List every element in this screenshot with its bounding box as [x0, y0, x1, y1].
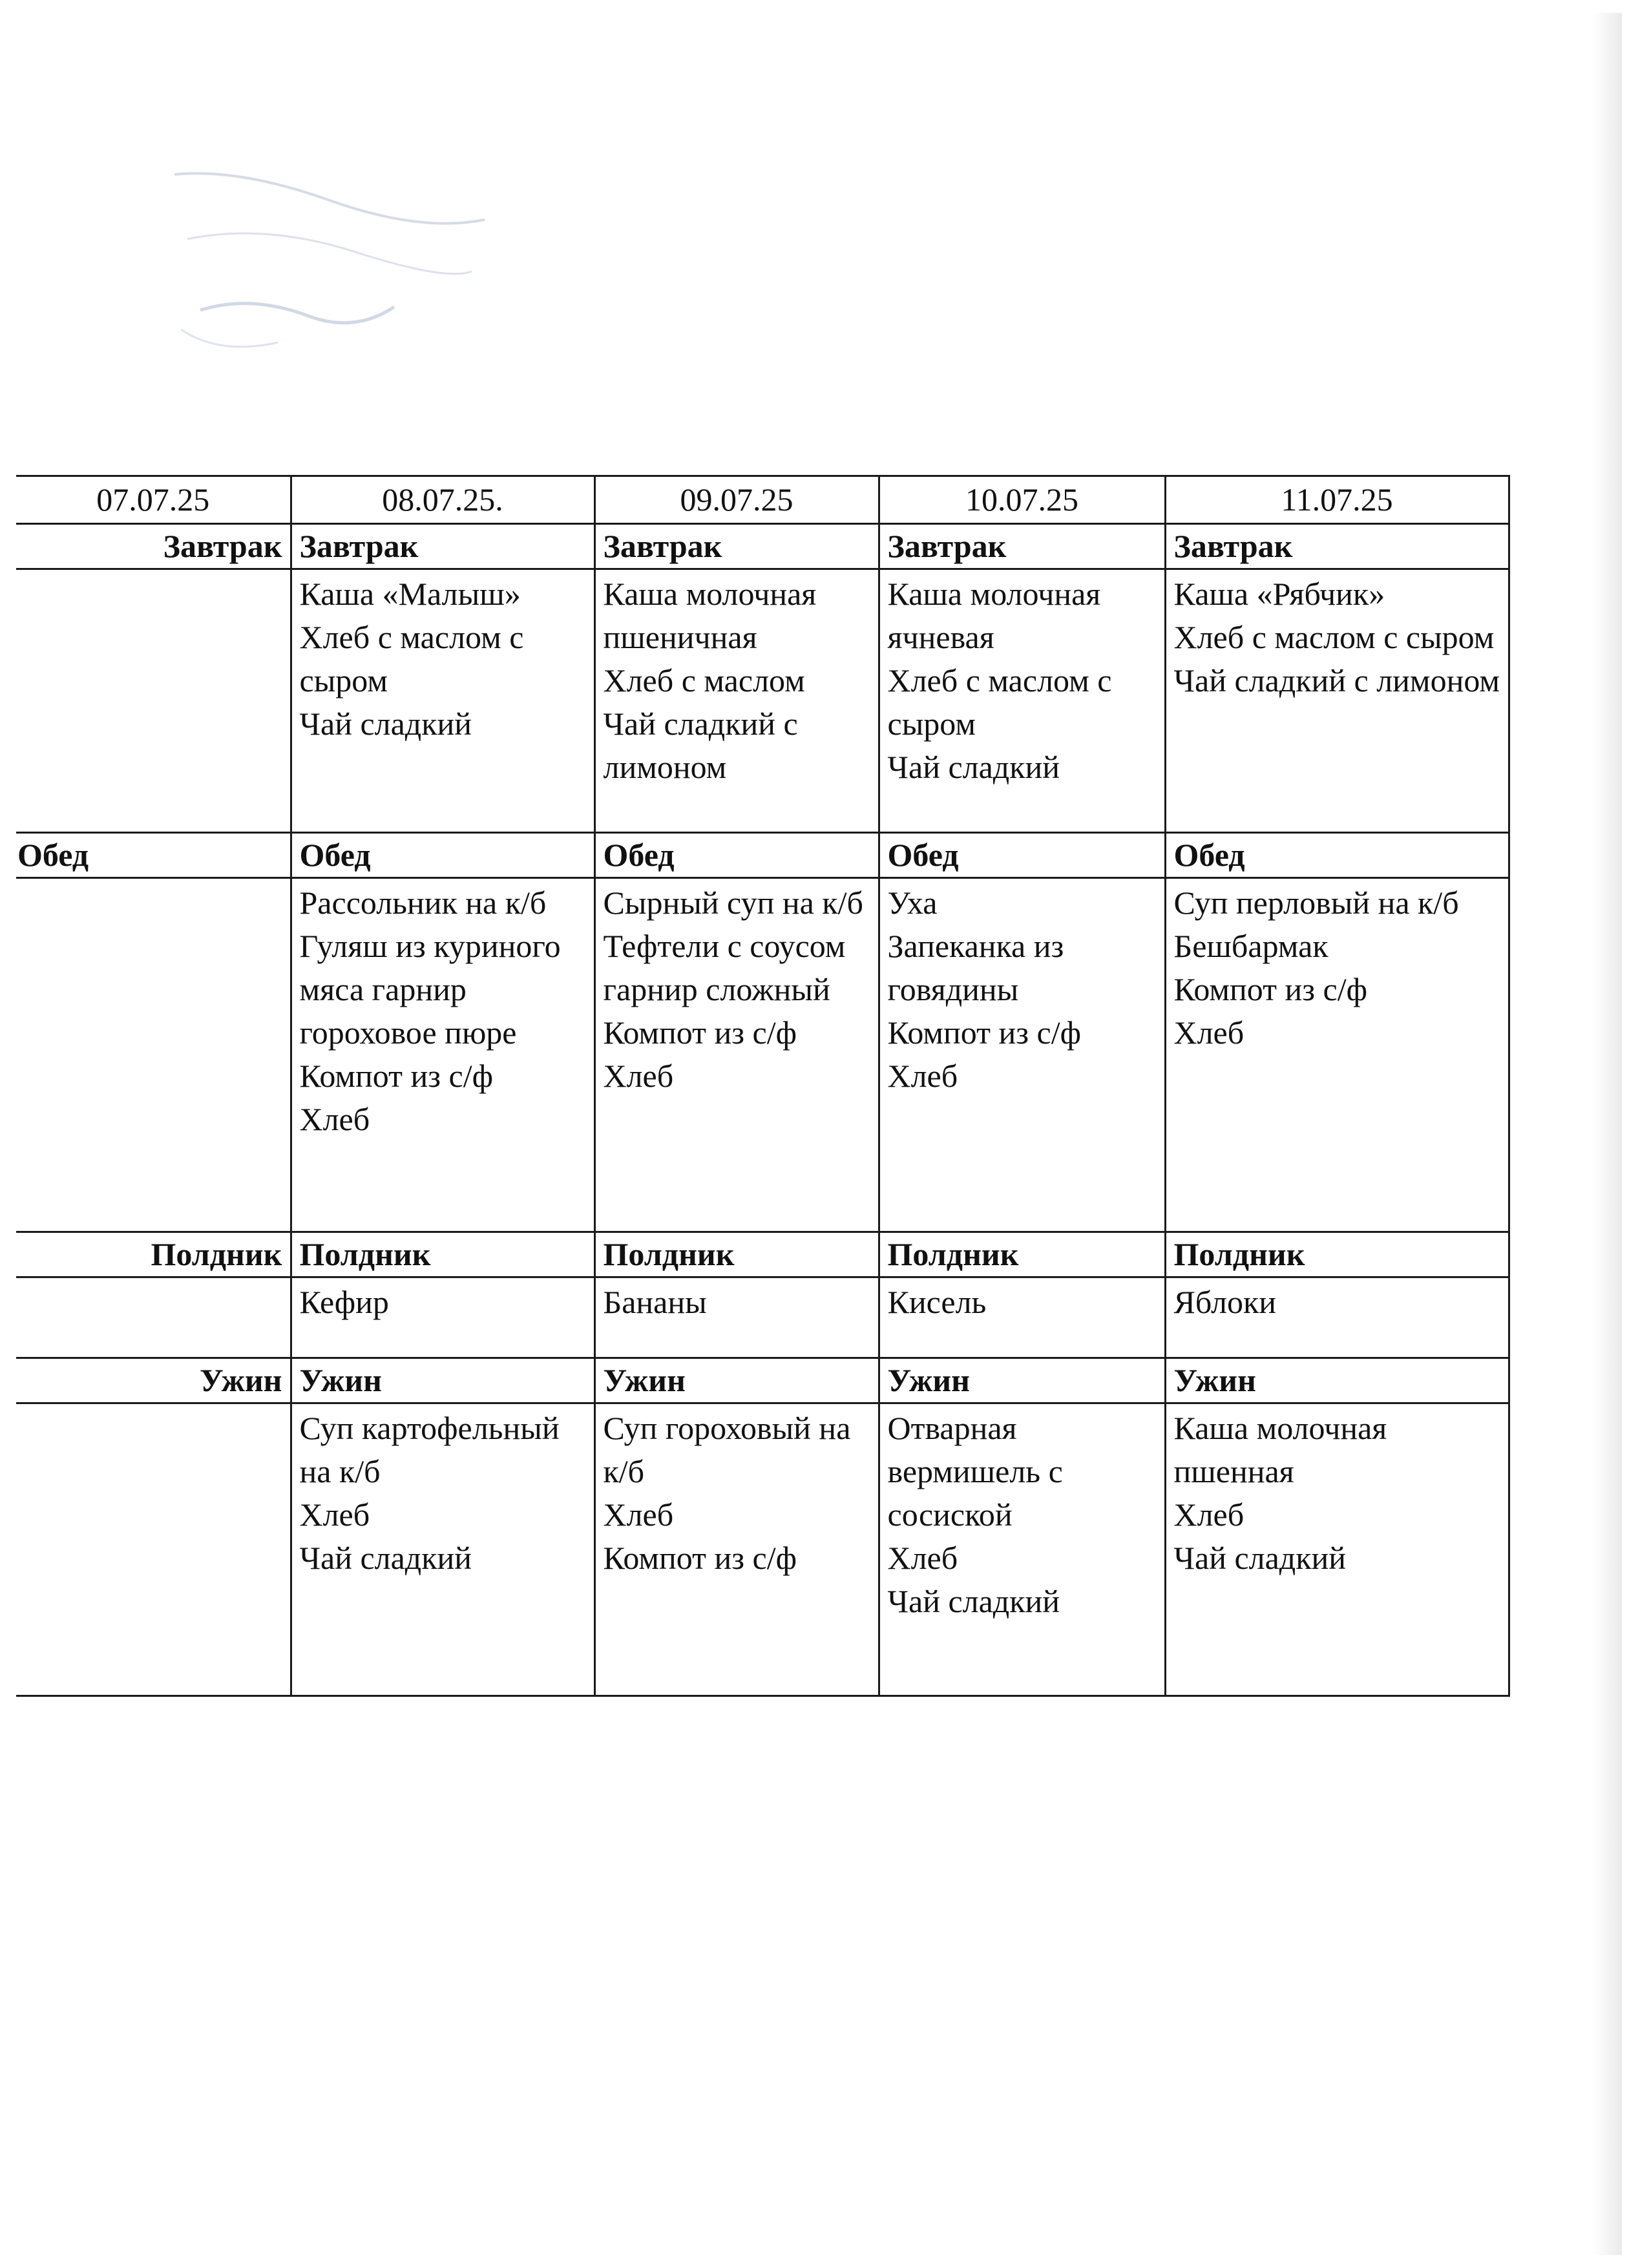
date-header-cell: 09.07.25 — [594, 476, 879, 524]
dish-item: Хлеб — [887, 1540, 958, 1576]
menu-cell — [1165, 569, 1509, 833]
meal-label: Полдник — [1165, 1232, 1509, 1277]
breakfast-header-row — [16, 524, 1509, 569]
dish-item: Каша «Рябчик» — [1173, 576, 1385, 612]
dates-row — [16, 476, 1509, 524]
dish-item: Компот из с/ф — [1173, 971, 1367, 1007]
date-header-cell: 11.07.25 — [1165, 476, 1509, 524]
dish-item: Яблоки — [1173, 1284, 1277, 1320]
menu-cell — [16, 1277, 291, 1358]
dish-item: Бешбармак — [1173, 928, 1329, 964]
menu-cell — [291, 1277, 594, 1358]
meal-label: Завтрак — [16, 524, 291, 569]
menu-cell — [879, 1277, 1165, 1358]
breakfast-menu-row — [16, 569, 1509, 833]
dish-item: Хлеб — [299, 1101, 370, 1137]
dish-item: Каша молочная ячневая — [887, 576, 1101, 655]
dish-item: Хлеб — [603, 1058, 674, 1094]
meal-label: Ужин — [594, 1358, 879, 1403]
meal-label: Обед — [879, 833, 1165, 878]
scan-edge-shadow — [1593, 13, 1622, 2255]
meal-label: Полдник — [594, 1232, 879, 1277]
dish-item: Запеканка из говядины — [887, 928, 1064, 1007]
dish-item: Чай сладкий — [299, 706, 472, 742]
dish-item: Тефтели с соусом гарнир сложный — [603, 928, 846, 1007]
dish-item: Каша «Малыш» — [299, 576, 521, 612]
dish-item: Чай сладкий — [887, 1583, 1060, 1619]
meal-label: Полдник — [291, 1232, 594, 1277]
menu-cell — [16, 1403, 291, 1696]
dish-item: Хлеб — [1173, 1014, 1245, 1051]
faded-stamp-mark — [162, 162, 498, 375]
dish-item: Компот из с/ф — [887, 1014, 1081, 1051]
menu-cell — [594, 1403, 879, 1696]
meal-label: Обед — [1165, 833, 1509, 878]
menu-cell — [1165, 878, 1509, 1232]
meal-label: Обед — [16, 833, 291, 878]
dish-item: Рассольник на к/б — [299, 885, 547, 921]
dish-item: Кефир — [299, 1284, 389, 1320]
menu-cell — [879, 878, 1165, 1232]
dish-item: Уха — [887, 885, 938, 921]
meal-label: Полдник — [879, 1232, 1165, 1277]
menu-cell — [594, 878, 879, 1232]
dish-item: Суп картофельный на к/б — [299, 1410, 560, 1489]
dish-item: Чай сладкий с лимоном — [603, 706, 798, 785]
dish-item: Хлеб с маслом с сыром — [1173, 619, 1495, 655]
dish-item: Чай сладкий — [1173, 1540, 1347, 1576]
menu-cell — [16, 878, 291, 1232]
dish-item: Хлеб — [603, 1496, 674, 1533]
menu-cell — [594, 1277, 879, 1358]
dish-item: Хлеб с маслом с сыром — [299, 619, 524, 698]
dish-item: Суп гороховый на к/б — [603, 1410, 851, 1489]
date-header-cell: 08.07.25. — [291, 476, 594, 524]
dish-item: Суп перловый на к/б — [1173, 885, 1459, 921]
dish-item: Чай сладкий — [887, 749, 1060, 785]
menu-cell — [1165, 1403, 1509, 1696]
menu-cell — [291, 569, 594, 833]
dish-item: Чай сладкий — [299, 1540, 472, 1576]
dish-item: Хлеб — [887, 1058, 958, 1094]
dish-item: Кисель — [887, 1284, 987, 1320]
dish-item: Компот из с/ф — [603, 1014, 797, 1051]
dish-item: Сырный суп на к/б — [603, 885, 863, 921]
dish-item: Компот из с/ф — [299, 1058, 493, 1094]
lunch-menu-row — [16, 878, 1509, 1232]
dish-item: Каша молочная пшенная — [1173, 1410, 1387, 1489]
menu-cell — [879, 569, 1165, 833]
lunch-header-row — [16, 833, 1509, 878]
dinner-menu-row — [16, 1403, 1509, 1696]
menu-cell — [879, 1403, 1165, 1696]
date-header-cell: 10.07.25 — [879, 476, 1165, 524]
snack-header-row — [16, 1232, 1509, 1277]
dish-item: Хлеб с маслом с сыром — [887, 662, 1112, 742]
meal-label: Завтрак — [879, 524, 1165, 569]
meal-label: Ужин — [1165, 1358, 1509, 1403]
meal-label: Ужин — [291, 1358, 594, 1403]
menu-cell — [291, 1403, 594, 1696]
dish-item: Бананы — [603, 1284, 707, 1320]
dish-item: Хлеб — [1173, 1496, 1245, 1533]
menu-cell — [594, 569, 879, 833]
meal-label: Ужин — [879, 1358, 1165, 1403]
meal-label: Обед — [594, 833, 879, 878]
menu-cell — [1165, 1277, 1509, 1358]
dish-item: Каша молочная пшеничная — [603, 576, 817, 655]
meal-label: Завтрак — [1165, 524, 1509, 569]
dinner-header-row — [16, 1358, 1509, 1403]
weekly-menu-table — [16, 475, 1510, 1697]
meal-label: Обед — [291, 833, 594, 878]
dish-item: Чай сладкий с лимоном — [1173, 662, 1500, 698]
menu-cell — [16, 569, 291, 833]
meal-label: Полдник — [16, 1232, 291, 1277]
dish-item: Компот из с/ф — [603, 1540, 797, 1576]
dish-item: Гуляш из куриного мяса гарнир гороховое пюре — [299, 928, 561, 1051]
snack-menu-row — [16, 1277, 1509, 1358]
meal-label: Завтрак — [291, 524, 594, 569]
meal-label: Ужин — [16, 1358, 291, 1403]
dish-item: Отварная вермишель с сосиской — [887, 1410, 1063, 1533]
menu-cell — [291, 878, 594, 1232]
meal-label: Завтрак — [594, 524, 879, 569]
date-header-cell: 07.07.25 — [16, 476, 291, 524]
dish-item: Хлеб с маслом — [603, 662, 805, 698]
dish-item: Хлеб — [299, 1496, 370, 1533]
